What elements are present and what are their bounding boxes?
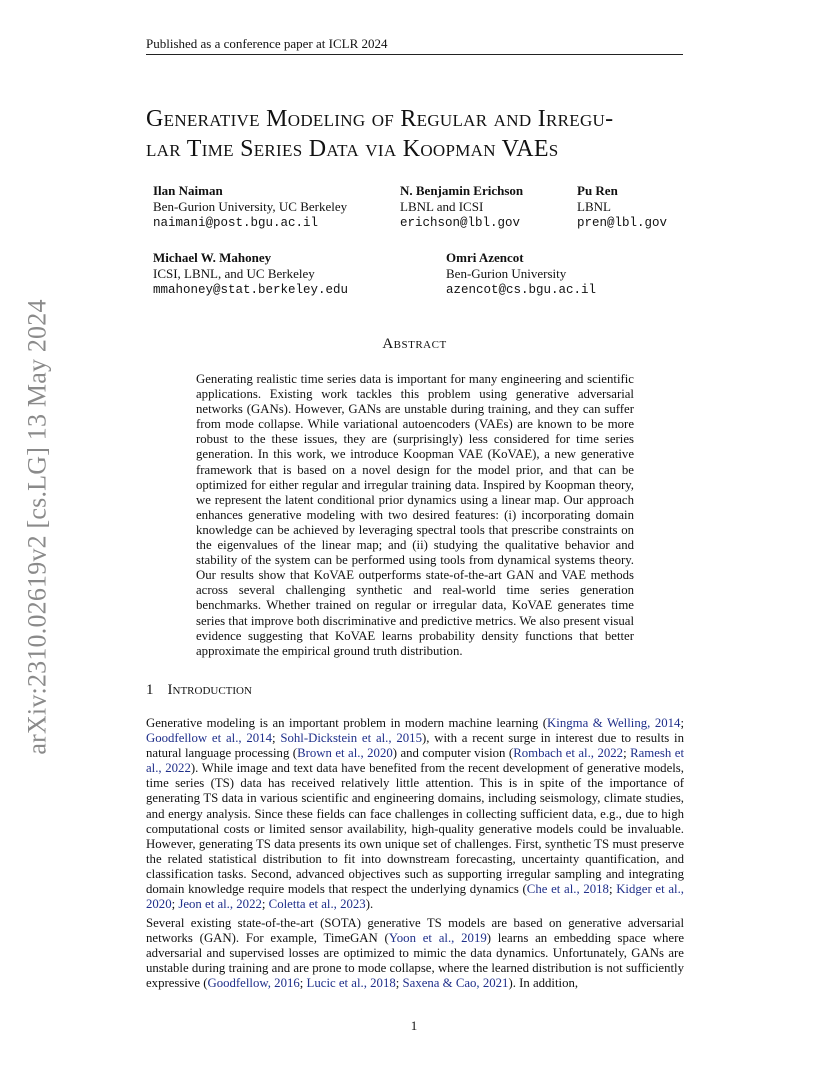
- citation-link[interactable]: Goodfellow, 2016: [207, 976, 300, 991]
- header-rule: [146, 54, 683, 55]
- running-header: Published as a conference paper at ICLR 2024: [146, 36, 388, 51]
- author-name: Omri Azencot: [446, 250, 524, 265]
- citation-link[interactable]: Che et al., 2018: [526, 882, 609, 897]
- page-number: 1: [410, 1018, 418, 1033]
- title-line-1: Generative Modeling of Regular and Irregu-: [146, 106, 614, 132]
- author-block: [153, 183, 347, 231]
- section-title: Introduction: [167, 682, 252, 698]
- title-line-2: lar Time Series Data via Koopman VAEs: [146, 136, 559, 162]
- author-block: [577, 183, 667, 231]
- section-heading: [146, 682, 252, 699]
- author-email[interactable]: mmahoney@stat.berkeley.edu: [153, 283, 349, 297]
- author-block: [153, 250, 348, 298]
- author-affiliation: LBNL and ICSI: [400, 199, 484, 214]
- author-email[interactable]: erichson@lbl.gov: [400, 216, 521, 230]
- intro-paragraph-1: Generative modeling is an important problem in modern machine learning (Kingma & Welling, 2014; Goodfellow et al., 2014; Sohl-Dickstein et al., 2015), with a recent surge in interest due to results in natural language processing (Brown et al., 2020) and computer vision (Rombach et al., 2022; Ramesh et al., 2022). While image and text data have benefited from the recent development of generative models, time series (TS) data has received relatively little attention. This is in spite of the importance of generating TS data in various scientific and engineering domains, including seismology, climate studies, and energy analysis. Since these fields can face challenges in collecting sufficient data, e.g., due to high computational costs or limited sensor availability, high-quality generative models could be invaluable. However, generating TS data presents its own unique set of challenges. First, synthetic TS must preserve the related statistical distribution to fit into downstream forecasting, uncertainty quantification, and classification tasks. Second, advanced objectives such as supporting irregular sampling and integrating domain knowledge require models that respect the underlying dynamics (Che et al., 2018; Kidger et al., 2020; Jeon et al., 2022; Coletta et al., 2023).: [146, 716, 684, 912]
- citation-link[interactable]: Kingma & Welling, 2014: [547, 716, 681, 730]
- author-name: N. Benjamin Erichson: [400, 183, 524, 198]
- citation-link[interactable]: Jeon et al., 2022: [178, 897, 262, 912]
- citation-link[interactable]: Saxena & Cao, 2021: [402, 976, 509, 991]
- citation-link[interactable]: Ramesh et al., 2022: [146, 746, 684, 776]
- citation-link[interactable]: Yoon et al., 2019: [388, 931, 487, 946]
- citation-link[interactable]: Coletta et al., 2023: [268, 897, 366, 912]
- author-name: Michael W. Mahoney: [153, 250, 272, 265]
- paper-title: [146, 104, 706, 164]
- citation-link[interactable]: Sohl-Dickstein et al., 2015: [280, 731, 422, 746]
- citation-link[interactable]: Lucic et al., 2018: [306, 976, 396, 991]
- arxiv-identifier: arXiv:2310.02619v2 [cs.LG] 13 May 2024: [22, 299, 52, 755]
- author-email[interactable]: azencot@cs.bgu.ac.il: [446, 283, 597, 297]
- author-name: Pu Ren: [577, 183, 618, 198]
- abstract-heading: Abstract: [382, 336, 447, 352]
- author-affiliation: ICSI, LBNL, and UC Berkeley: [153, 266, 315, 281]
- author-block: [446, 250, 596, 298]
- author-email[interactable]: naimani@post.bgu.ac.il: [153, 216, 319, 230]
- author-email[interactable]: pren@lbl.gov: [577, 216, 668, 230]
- citation-link[interactable]: Brown et al., 2020: [297, 746, 393, 761]
- author-affiliation: LBNL: [577, 199, 611, 214]
- citation-link[interactable]: Kidger et al., 2020: [146, 882, 684, 912]
- citation-link[interactable]: Rombach et al., 2022: [513, 746, 624, 761]
- section-number: 1: [146, 682, 154, 698]
- intro-paragraph-2: Several existing state-of-the-art (SOTA) generative TS models are based on generative adversarial networks (GAN). For example, TimeGAN (Yoon et al., 2019) learns an embedding space where adversarial and supervised losses are optimized to mimic the data dynamics. Unfortunately, GANs are unstable during training and are prone to mode collapse, where the learned distribution is not sufficiently expressive (Goodfellow, 2016; Lucic et al., 2018; Saxena & Cao, 2021). In addition,: [146, 916, 685, 991]
- abstract-text: Generating realistic time series data is important for many engineering and scientific applications. Existing work tackles this problem using generative adversarial networks (GANs). However, GANs are unstable during training, and they can suffer from mode collapse. While variational autoencoders (VAEs) are known to be more robust to the these issues, they are (surprisingly) less considered for time series generation. In this work, we introduce Koopman VAE (KoVAE), a new generative framework that is based on a novel design for the model prior, and that can be optimized for either regular and irregular training data. Inspired by Koopman theory, we represent the latent conditional prior dynamics using a linear map. Our approach enhances generative modeling with two desired features: (i) incorporating domain knowledge can be achieved by leveraging spectral tools that prescribe constraints on the eigenvalues of the linear map; and (ii) studying the qualitative behavior and stability of the system can be performed using tools from dynamical systems theory. Our results show that KoVAE outperforms state-of-the-art GAN and VAE methods across several challenging synthetic and real-world time series generation benchmarks. Whether trained on regular or irregular data, KoVAE generates time series that improve both discriminative and predictive metrics. We also present visual evidence suggesting that KoVAE learns probability density functions that better approximate the empirical ground truth distribution.: [196, 372, 634, 658]
- author-affiliation: Ben-Gurion University, UC Berkeley: [153, 199, 348, 214]
- author-block: [400, 183, 523, 231]
- author-name: Ilan Naiman: [153, 183, 223, 198]
- citation-link[interactable]: Goodfellow et al., 2014: [146, 731, 272, 746]
- author-affiliation: Ben-Gurion University: [446, 266, 567, 281]
